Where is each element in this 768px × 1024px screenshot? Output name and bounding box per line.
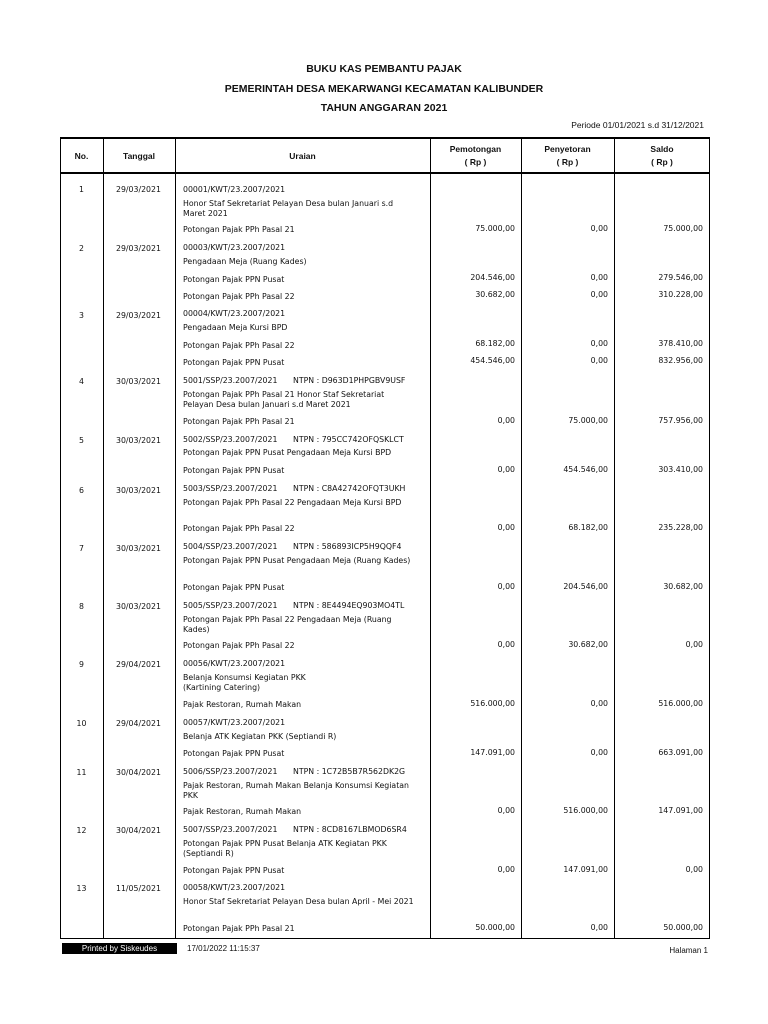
line-saldo: 147.091,00 — [658, 806, 703, 815]
row-desc: Honor Staf Sekretariat Pelayan Desa bulan April - Mei 2021 — [183, 897, 414, 906]
line-pemotongan: 0,00 — [497, 523, 515, 532]
row-date: 11/05/2021 — [116, 884, 161, 893]
row-desc: Honor Staf Sekretariat Pelayan Desa bulan Januari s.d Maret 2021 — [183, 199, 394, 218]
line-label: Potongan Pajak PPN Pusat — [183, 275, 285, 284]
line-label: Potongan Pajak PPh Pasal 22 — [183, 341, 295, 350]
report-period: Periode 01/01/2021 s.d 31/12/2021 — [571, 120, 704, 130]
row-ntpn: NTPN : 795CC742OFQSKLCT — [293, 435, 404, 444]
row-date: 29/04/2021 — [116, 719, 161, 728]
row-desc: Potongan Pajak PPN Pusat Pengadaan Meja (Ruang Kades) — [183, 556, 411, 565]
line-pemotongan: 0,00 — [497, 640, 515, 649]
column-divider — [430, 137, 431, 939]
row-no: 9 — [79, 660, 84, 669]
report-title: BUKU KAS PEMBANTU PAJAK — [306, 63, 462, 75]
column-divider — [175, 137, 176, 939]
row-ref: 00003/KWT/23.2007/2021 — [183, 243, 286, 252]
row-no: 2 — [79, 244, 84, 253]
table-header-bottom-rule — [60, 172, 710, 174]
row-ntpn: NTPN : D963D1PHPGBV9USF — [293, 376, 406, 385]
line-label: Potongan Pajak PPN Pusat — [183, 866, 285, 875]
col-header-saldo: Saldo — [650, 144, 674, 154]
line-pemotongan: 147.091,00 — [470, 748, 515, 757]
line-penyetoran: 0,00 — [590, 356, 608, 365]
row-ref: 5005/SSP/23.2007/2021 — [183, 601, 278, 610]
column-divider — [103, 137, 104, 939]
row-no: 12 — [76, 826, 87, 835]
row-ntpn: NTPN : 8CD8167LBMOD6SR4 — [293, 825, 407, 834]
line-pemotongan: 454.546,00 — [470, 356, 515, 365]
line-pemotongan: 204.546,00 — [470, 273, 515, 282]
line-label: Pajak Restoran, Rumah Makan — [183, 807, 302, 816]
row-ref: 5007/SSP/23.2007/2021 — [183, 825, 278, 834]
line-saldo: 378.410,00 — [658, 339, 703, 348]
line-label: Pajak Restoran, Rumah Makan — [183, 700, 302, 709]
col-header-no: No. — [74, 151, 89, 161]
row-ref: 5003/SSP/23.2007/2021 — [183, 484, 278, 493]
row-date: 30/03/2021 — [116, 486, 161, 495]
line-saldo: 832.956,00 — [658, 356, 703, 365]
line-pemotongan: 0,00 — [497, 582, 515, 591]
line-saldo: 0,00 — [685, 865, 703, 874]
line-pemotongan: 0,00 — [497, 865, 515, 874]
column-divider — [614, 137, 615, 939]
line-penyetoran: 0,00 — [590, 290, 608, 299]
row-ref: 00004/KWT/23.2007/2021 — [183, 309, 286, 318]
line-saldo: 75.000,00 — [663, 224, 703, 233]
row-date: 29/03/2021 — [116, 244, 161, 253]
line-pemotongan: 516.000,00 — [470, 699, 515, 708]
row-date: 29/03/2021 — [116, 185, 161, 194]
row-ref: 5002/SSP/23.2007/2021 — [183, 435, 278, 444]
row-ref: 00056/KWT/23.2007/2021 — [183, 659, 286, 668]
line-penyetoran: 30.682,00 — [568, 640, 608, 649]
row-date: 29/04/2021 — [116, 660, 161, 669]
row-date: 30/03/2021 — [116, 602, 161, 611]
row-ntpn: NTPN : 586893ICP5H9QQF4 — [293, 542, 402, 551]
row-desc: Belanja ATK Kegiatan PKK (Septiandi R) — [183, 732, 337, 741]
page-number: Halaman 1 — [669, 946, 708, 955]
col-header-pemotongan: Pemotongan — [449, 144, 502, 154]
line-saldo: 310.228,00 — [658, 290, 703, 299]
row-ref: 5001/SSP/23.2007/2021 — [183, 376, 278, 385]
line-saldo: 235.228,00 — [658, 523, 703, 532]
print-timestamp: 17/01/2022 11:15:37 — [187, 944, 260, 953]
row-no: 13 — [76, 884, 87, 893]
line-saldo: 0,00 — [685, 640, 703, 649]
row-ntpn: NTPN : C8A42742OFQT3UKH — [293, 484, 406, 493]
row-desc: Potongan Pajak PPh Pasal 22 Pengadaan Meja Kursi BPD — [183, 498, 402, 507]
line-label: Potongan Pajak PPN Pusat — [183, 466, 285, 475]
line-label: Potongan Pajak PPh Pasal 22 — [183, 292, 295, 301]
line-penyetoran: 516.000,00 — [563, 806, 608, 815]
line-penyetoran: 454.546,00 — [563, 465, 608, 474]
line-pemotongan: 0,00 — [497, 465, 515, 474]
report-subtitle: PEMERINTAH DESA MEKARWANGI KECAMATAN KALIBUNDER — [224, 83, 544, 95]
line-saldo: 516.000,00 — [658, 699, 703, 708]
line-pemotongan: 0,00 — [497, 806, 515, 815]
col-header-tanggal: Tanggal — [123, 151, 155, 161]
col-header-uraian: Uraian — [289, 151, 316, 161]
row-date: 30/03/2021 — [116, 377, 161, 386]
row-date: 29/03/2021 — [116, 311, 161, 320]
line-penyetoran: 147.091,00 — [563, 865, 608, 874]
row-no: 10 — [76, 719, 87, 728]
row-no: 7 — [79, 544, 84, 553]
line-pemotongan: 68.182,00 — [475, 339, 515, 348]
col-header-penyetoran-unit: ( Rp ) — [556, 157, 579, 167]
line-label: Potongan Pajak PPh Pasal 21 — [183, 225, 295, 234]
table-frame — [60, 137, 710, 939]
row-desc: Potongan Pajak PPN Pusat Belanja ATK Kegiatan PKK (Septiandi R) — [183, 839, 387, 858]
row-no: 5 — [79, 436, 84, 445]
printed-by-badge: Printed by Siskeudes — [62, 943, 177, 954]
line-label: Potongan Pajak PPN Pusat — [183, 358, 285, 367]
line-pemotongan: 50.000,00 — [475, 923, 515, 932]
row-ref: 5004/SSP/23.2007/2021 — [183, 542, 278, 551]
row-desc: Pengadaan Meja (Ruang Kades) — [183, 257, 307, 266]
row-desc: Potongan Pajak PPN Pusat Pengadaan Meja Kursi BPD — [183, 448, 392, 457]
line-penyetoran: 0,00 — [590, 273, 608, 282]
line-penyetoran: 0,00 — [590, 339, 608, 348]
row-date: 30/04/2021 — [116, 768, 161, 777]
line-saldo: 279.546,00 — [658, 273, 703, 282]
line-penyetoran: 0,00 — [590, 748, 608, 757]
line-penyetoran: 0,00 — [590, 224, 608, 233]
line-saldo: 757.956,00 — [658, 416, 703, 425]
col-header-penyetoran: Penyetoran — [544, 144, 591, 154]
line-pemotongan: 75.000,00 — [475, 224, 515, 233]
row-no: 1 — [79, 185, 84, 194]
row-date: 30/03/2021 — [116, 544, 161, 553]
line-saldo: 30.682,00 — [663, 582, 703, 591]
col-header-pemotongan-unit: ( Rp ) — [464, 157, 487, 167]
row-no: 8 — [79, 602, 84, 611]
line-penyetoran: 0,00 — [590, 923, 608, 932]
row-ntpn: NTPN : 8E4494EQ903MO4TL — [293, 601, 405, 610]
line-penyetoran: 204.546,00 — [563, 582, 608, 591]
line-saldo: 50.000,00 — [663, 923, 703, 932]
column-divider — [521, 137, 522, 939]
table-header-top-rule — [60, 137, 710, 139]
row-no: 4 — [79, 377, 84, 386]
row-no: 6 — [79, 486, 84, 495]
line-penyetoran: 75.000,00 — [568, 416, 608, 425]
report-year: TAHUN ANGGARAN 2021 — [320, 102, 448, 114]
row-no: 11 — [76, 768, 87, 777]
row-desc: Potongan Pajak PPh Pasal 21 Honor Staf Sekretariat Pelayan Desa bulan Januari s.d Maret 2021 — [183, 390, 385, 409]
line-label: Potongan Pajak PPh Pasal 22 — [183, 641, 295, 650]
line-label: Potongan Pajak PPh Pasal 22 — [183, 524, 295, 533]
line-penyetoran: 0,00 — [590, 699, 608, 708]
row-ntpn: NTPN : 1C72B5B7R562DK2G — [293, 767, 406, 776]
line-saldo: 663.091,00 — [658, 748, 703, 757]
line-label: Potongan Pajak PPh Pasal 21 — [183, 417, 295, 426]
line-penyetoran: 68.182,00 — [568, 523, 608, 532]
row-desc: Potongan Pajak PPh Pasal 22 Pengadaan Meja (Ruang Kades) — [183, 615, 392, 634]
row-desc: Belanja Konsumsi Kegiatan PKK (Kartining Catering) — [183, 673, 306, 692]
line-pemotongan: 30.682,00 — [475, 290, 515, 299]
line-label: Potongan Pajak PPh Pasal 21 — [183, 924, 295, 933]
line-pemotongan: 0,00 — [497, 416, 515, 425]
line-saldo: 303.410,00 — [658, 465, 703, 474]
line-label: Potongan Pajak PPN Pusat — [183, 583, 285, 592]
row-ref: 00057/KWT/23.2007/2021 — [183, 718, 286, 727]
row-desc: Pengadaan Meja Kursi BPD — [183, 323, 288, 332]
row-ref: 00001/KWT/23.2007/2021 — [183, 185, 286, 194]
row-no: 3 — [79, 311, 84, 320]
row-date: 30/04/2021 — [116, 826, 161, 835]
row-desc: Pajak Restoran, Rumah Makan Belanja Konsumsi Kegiatan PKK — [183, 781, 409, 800]
row-ref: 5006/SSP/23.2007/2021 — [183, 767, 278, 776]
line-label: Potongan Pajak PPN Pusat — [183, 749, 285, 758]
row-date: 30/03/2021 — [116, 436, 161, 445]
col-header-saldo-unit: ( Rp ) — [651, 157, 673, 167]
row-ref: 00058/KWT/23.2007/2021 — [183, 883, 286, 892]
